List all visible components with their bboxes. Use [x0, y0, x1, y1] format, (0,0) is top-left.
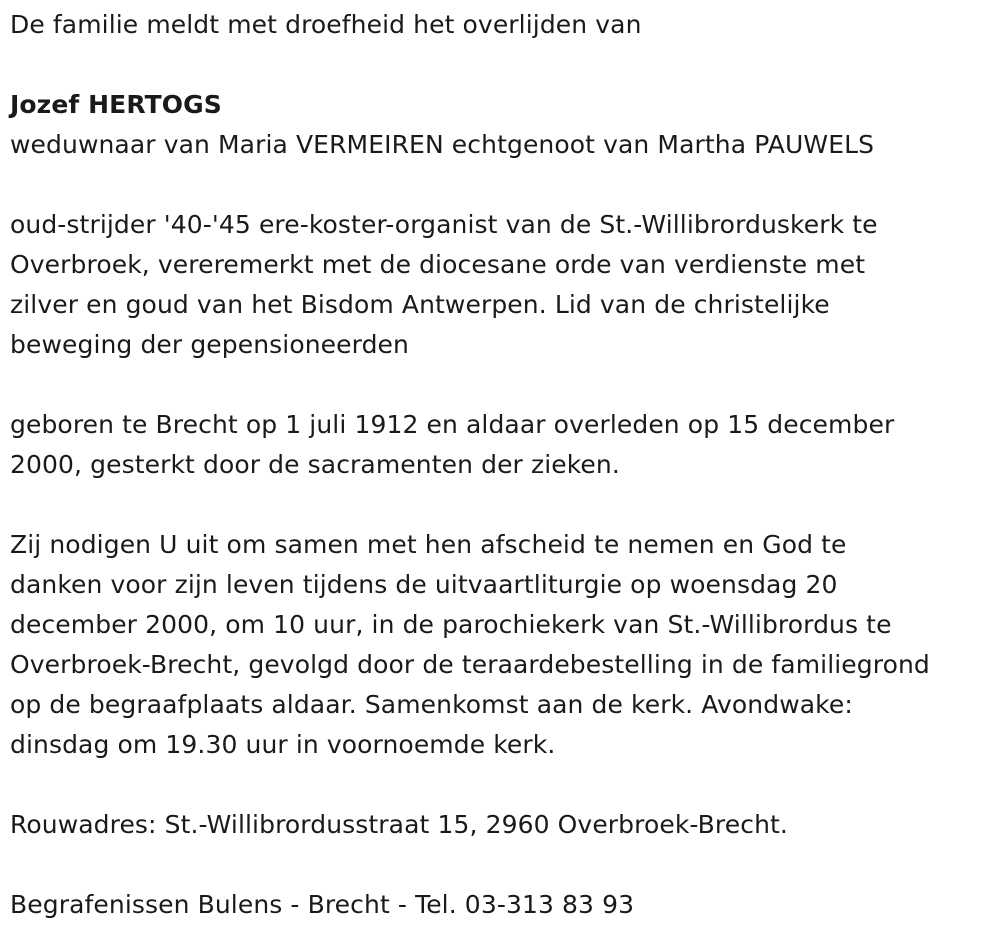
spacer [10, 45, 995, 85]
biography-paragraph [10, 205, 995, 365]
death-notice [10, 5, 995, 925]
biography-line: Overbroek, vereremerkt met de diocesane orde van verdienste met [10, 250, 866, 279]
biography-line: oud-strijder '40-'45 ere-koster-organist van de St.-Willibrorduskerk te [10, 210, 878, 239]
relations-text: weduwnaar van Maria VERMEIREN echtgenoot van Martha PAUWELS [10, 130, 875, 159]
birth-death-line: 2000, gesterkt door de sacramenten der zieken. [10, 450, 620, 479]
invitation-line: Zij nodigen U uit om samen met hen afscheid te nemen en God te [10, 530, 847, 559]
spacer [10, 165, 995, 205]
invitation-line: Overbroek-Brecht, gevolgd door de teraardebestelling in de familiegrond [10, 650, 930, 679]
mourning-address: Rouwadres: St.-Willibrordusstraat 15, 2960 Overbroek-Brecht. [10, 810, 788, 839]
spacer [10, 365, 995, 405]
biography-line: zilver en goud van het Bisdom Antwerpen. Lid van de christelijke [10, 290, 830, 319]
birth-death-line: geboren te Brecht op 1 juli 1912 en aldaar overleden op 15 december [10, 410, 895, 439]
invitation-line: danken voor zijn leven tijdens de uitvaartliturgie op woensdag 20 [10, 570, 838, 599]
spacer [10, 485, 995, 525]
spacer [10, 845, 995, 885]
undertaker-info: Begrafenissen Bulens - Brecht - Tel. 03-313 83 93 [10, 890, 635, 919]
birth-death-paragraph [10, 405, 995, 485]
invitation-paragraph [10, 525, 995, 765]
biography-line: beweging der gepensioneerden [10, 330, 409, 359]
deceased-name: Jozef HERTOGS [10, 90, 222, 119]
invitation-line: dinsdag om 19.30 uur in voornoemde kerk. [10, 730, 556, 759]
intro-text: De familie meldt met droefheid het overlijden van [10, 10, 642, 39]
invitation-line: december 2000, om 10 uur, in de parochiekerk van St.-Willibrordus te [10, 610, 892, 639]
invitation-line: op de begraafplaats aldaar. Samenkomst aan de kerk. Avondwake: [10, 690, 853, 719]
spacer [10, 765, 995, 805]
